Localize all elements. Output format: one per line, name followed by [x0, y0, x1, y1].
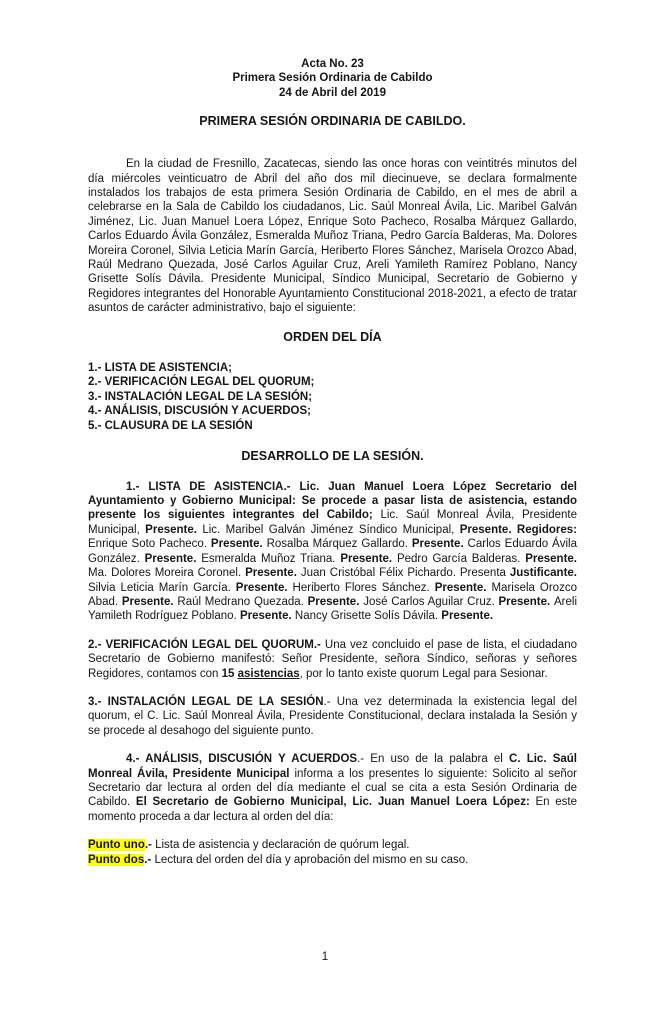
- text-run: José Carlos Aguilar Cruz.: [363, 595, 499, 608]
- orden-item-1: 1.- LISTA DE ASISTENCIA;: [88, 361, 232, 374]
- orden-del-dia-heading: ORDEN DEL DÍA: [283, 329, 382, 344]
- text-run: .-: [144, 853, 152, 866]
- orden-item-3: 3.- INSTALACIÓN LEGAL DE LA SESIÓN;: [88, 390, 313, 403]
- text-run: Presente.: [210, 538, 267, 551]
- text-run: Areli Yamileth Rodríguez Poblano.: [88, 595, 578, 623]
- document-header: [88, 57, 577, 100]
- text-run: 4.- ANÁLISIS, DISCUSIÓN Y ACUERDOS: [126, 753, 358, 766]
- text-run: Nancy Grisette Solís Dávila.: [294, 610, 442, 623]
- text-run: En este momento proceda a dar lectura al orden del día:: [88, 796, 577, 823]
- text-run: Rosalba Márquez Gallardo.: [266, 538, 412, 551]
- text-run: Presente.: [411, 538, 468, 551]
- desarrollo-heading: DESARROLLO DE LA SESIÓN.: [241, 448, 424, 463]
- text-run: Presente.: [239, 610, 295, 623]
- text-run: Justificante.: [509, 567, 577, 580]
- text-run: Presente.: [245, 567, 301, 580]
- text-run: Presente. Regidores:: [459, 523, 577, 536]
- session-name: Primera Sesión Ordinaria de Cabildo: [232, 72, 433, 85]
- text-run: Presente.: [144, 552, 202, 565]
- text-run: El Secretario de Gobierno Municipal, Lic. Juan Manuel Loera López:: [135, 796, 530, 809]
- text-run: Lectura del orden del día y aprobación del mismo en su caso.: [151, 853, 469, 866]
- instalacion-paragraph: [88, 695, 577, 738]
- text-run: Presente.: [340, 552, 397, 565]
- text-run: .- En uso de la palabra el: [357, 753, 510, 766]
- orden-item-4: 4.- ANÁLISIS, DISCUSIÓN Y ACUERDOS;: [88, 405, 312, 418]
- text-run: Una vez concluido el pase de lista, el ciudadano Secretario de Gobierno manifestó: Señor Presidente, señora Síndico, señoras y señores Regidores, contamos con: [88, 638, 577, 680]
- text-run: Presente.: [121, 595, 178, 608]
- text-run: 2.- VERIFICACIÓN LEGAL DEL QUORUM.-: [88, 638, 321, 651]
- text-run: Presente.: [235, 581, 293, 594]
- document-content: [88, 57, 577, 867]
- text-run: Presente.: [434, 581, 492, 594]
- text-run: Esmeralda Muñoz Triana.: [201, 552, 341, 565]
- highlighted-text-run: Punto dos: [88, 853, 145, 866]
- text-run: Lic. Saúl Monreal Ávila, Presidente Municipal,: [88, 509, 577, 536]
- orden-del-dia-list: [88, 361, 577, 434]
- text-run: , por lo tanto existe quorum Legal para Sesionar.: [299, 667, 548, 680]
- session-date: 24 de Abril del 2019: [279, 86, 386, 99]
- text-run: 15: [221, 667, 238, 680]
- text-run: 1.- LISTA DE ASISTENCIA.- Lic. Juan Manuel Loera López Secretario del Ayuntamiento y Gobierno Municipal: Se procede a pasar lista de asistencia, estando presente los siguientes integrantes del Cabildo;: [88, 480, 577, 522]
- text-run: 3.- INSTALACIÓN LEGAL DE LA SESIÓN: [88, 695, 324, 708]
- text-run: Silvia Leticia Marín García.: [88, 581, 236, 594]
- text-run: Carlos Eduardo Ávila González.: [88, 538, 577, 565]
- text-run: Enrique Soto Pacheco.: [88, 538, 211, 551]
- quorum-paragraph: [88, 638, 577, 681]
- text-run: Raúl Medrano Quezada.: [177, 595, 308, 608]
- punto-uno-line: [88, 838, 577, 852]
- orden-item-5: 5.- CLAUSURA DE LA SESIÓN: [88, 420, 253, 433]
- acta-number: Acta No. 23: [301, 58, 364, 70]
- intro-paragraph: [88, 157, 577, 315]
- analisis-paragraph: [88, 752, 577, 824]
- text-run: Juan Cristóbal Félix Pichardo. Presenta: [300, 567, 510, 580]
- text-run: En la ciudad de Fresnillo, Zacatecas, siendo las once horas con veintitrés minutos del día miércoles veinticuatro de Abril del año dos mil diecinueve, se declara formalmente instalados los trabajos de esta primera Sesión Ordinaria de Cabildo, en el mes de abril a celebrarse en la Sala de Cabildo los ciudadanos, Lic. Saúl Monreal Ávila, Lic. Maribel Galván Jiménez, Lic. Juan Manuel Loera López, Enrique Soto Pacheco, Rosalba Márquez Gallardo, Carlos Eduardo Ávila González, Esmeralda Muñoz Triana, Pedro García Balderas, Ma. Dolores Moreira Coronel, Silvia Leticia Marín García, Heriberto Flores Sánchez, Marisela Orozco Abad, Raúl Medrano Quezada, José Carlos Aguilar Cruz, Areli Yamileth Ramírez Poblano, Nancy Grisette Solís Dávila. Presidente Municipal, Síndico Municipal, Secretario de Gobierno y Regidores integrantes del Honorable Ayuntamiento Constitucional 2018-2021, a efecto de tratar asuntos de carácter administrativo, bajo el siguiente:: [88, 158, 577, 315]
- asistencia-paragraph: [88, 480, 577, 624]
- page-number: 1: [321, 951, 329, 963]
- text-run: informa a los presentes lo siguiente: Solicito al señor Secretario dar lectura al orden del día mediante el cual se cita a esta Sesión Ordinaria de Cabildo.: [88, 767, 577, 809]
- text-run: Presente.: [307, 595, 364, 608]
- text-run: Heriberto Flores Sánchez.: [292, 581, 435, 594]
- main-title: PRIMERA SESIÓN ORDINARIA DE CABILDO.: [199, 114, 466, 129]
- punto-dos-line: [88, 853, 577, 867]
- text-run: asistencias: [237, 667, 300, 680]
- orden-item-2: 2.- VERIFICACIÓN LEGAL DEL QUORUM;: [88, 376, 315, 389]
- highlighted-text-run: Punto uno: [88, 839, 145, 852]
- text-run: Lic. Maribel Galván Jiménez Síndico Municipal,: [202, 523, 460, 536]
- text-run: Presente.: [525, 552, 577, 565]
- text-run: Presente.: [498, 595, 554, 608]
- text-run: Ma. Dolores Moreira Coronel.: [88, 567, 246, 580]
- text-run: Presente.: [441, 610, 494, 623]
- text-run: Lista de asistencia y declaración de quórum legal.: [151, 839, 410, 852]
- text-run: .- Una vez determinada la existencia legal del quorum, el C. Lic. Saúl Monreal Ávila, Presidente Constitucional, declara instalada la Sesión y se procede al desahogo del siguiente punto.: [88, 695, 578, 737]
- text-run: C. Lic. Saúl Monreal Ávila, Presidente Municipal: [88, 753, 577, 780]
- text-run: Presente.: [145, 523, 203, 536]
- text-run: Pedro García Balderas.: [396, 552, 526, 565]
- text-run: .-: [144, 839, 152, 852]
- text-run: Marisela Orozco Abad.: [88, 581, 577, 608]
